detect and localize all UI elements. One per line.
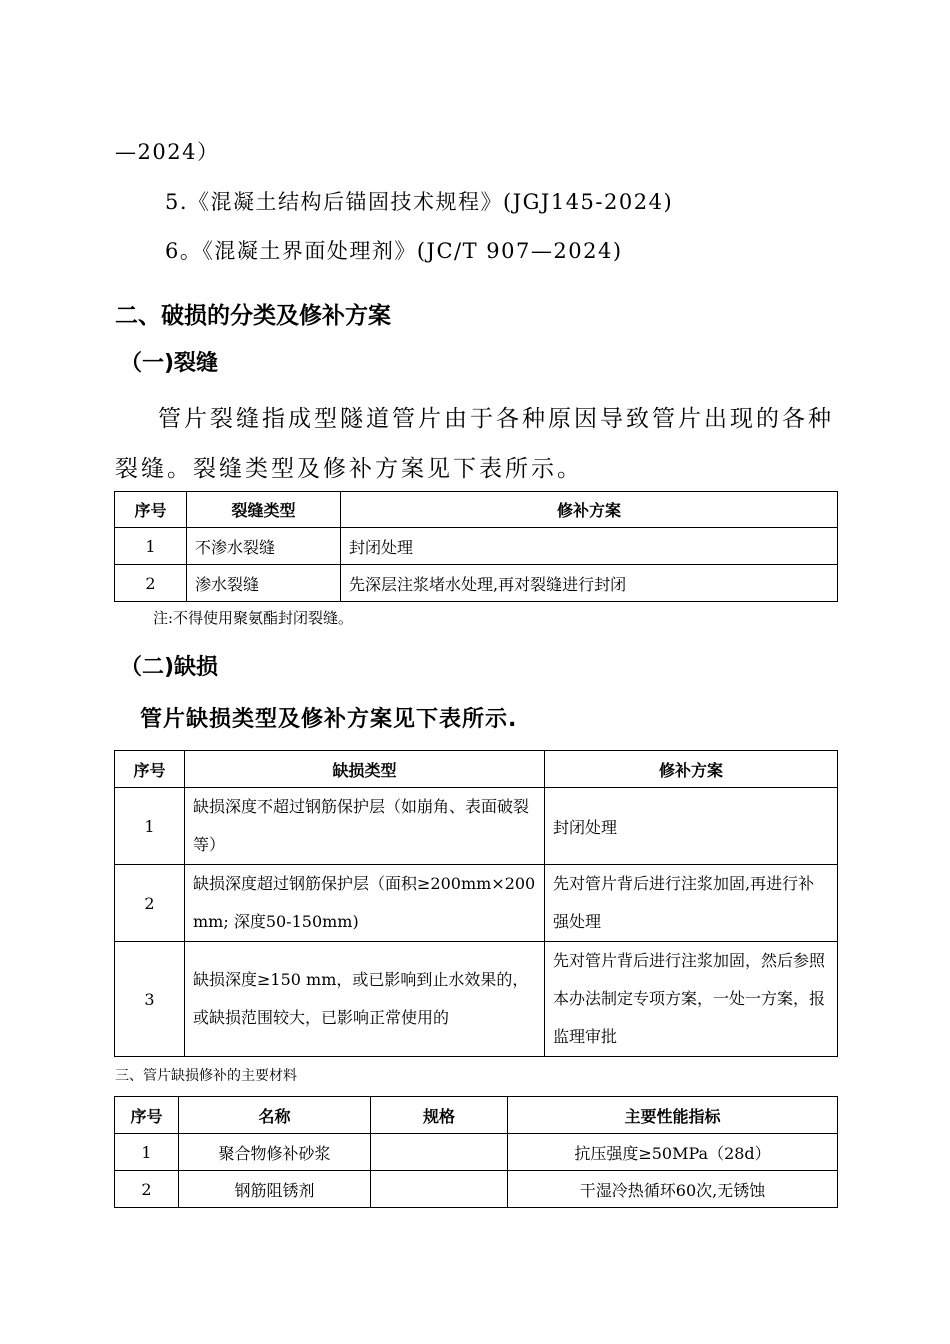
section-3-heading: 三、管片缺损修补的主要材料 <box>115 1068 297 1084</box>
cell-performance: 干湿冷热循环60次,无锈蚀 <box>508 1171 838 1208</box>
header-crack-type: 裂缝类型 <box>187 492 341 528</box>
cell-repair-plan: 封闭处理 <box>341 528 838 565</box>
cell-index: 2 <box>115 1171 179 1208</box>
header-index: 序号 <box>115 492 187 528</box>
table-header-row <box>115 1097 838 1134</box>
header-repair-plan: 修补方案 <box>545 751 838 788</box>
table-row <box>115 865 838 942</box>
section-2-heading: 二、破损的分类及修补方案 <box>115 303 391 329</box>
table-row <box>115 565 838 602</box>
header-name: 名称 <box>179 1097 371 1134</box>
subsection-defects-heading: （二)缺损 <box>120 655 219 680</box>
header-defect-type: 缺损类型 <box>185 751 545 788</box>
reference-5: 5.《混凝土结构后锚固技术规程》(JGJ145-2024) <box>165 190 674 214</box>
header-index: 序号 <box>115 1097 179 1134</box>
defects-intro: 管片缺损类型及修补方案见下表所示. <box>140 707 518 732</box>
cell-index: 1 <box>115 788 185 865</box>
cell-repair-plan: 先对管片背后进行注浆加固，然后参照本办法制定专项方案，一处一方案，报监理审批 <box>545 942 838 1057</box>
materials-table <box>114 1096 838 1208</box>
cell-crack-type: 不渗水裂缝 <box>187 528 341 565</box>
reference-6: 6。《混凝土界面处理剂》(JC/T 907—2024) <box>165 239 623 263</box>
defects-table <box>114 750 838 1057</box>
header-index: 序号 <box>115 751 185 788</box>
table-header-row <box>115 492 838 528</box>
cell-performance: 抗压强度≥50MPa（28d） <box>508 1134 838 1171</box>
cracks-note: 注:不得使用聚氨酯封闭裂缝。 <box>153 609 354 627</box>
header-spec: 规格 <box>371 1097 508 1134</box>
subsection-cracks-heading: （一)裂缝 <box>120 351 219 376</box>
cell-index: 3 <box>115 942 185 1057</box>
cell-repair-plan: 先深层注浆堵水处理,再对裂缝进行封闭 <box>341 565 838 602</box>
cell-spec <box>371 1134 508 1171</box>
cell-index: 2 <box>115 865 185 942</box>
cracks-paragraph-line-2: 裂缝。裂缝类型及修补方案见下表所示。 <box>115 456 583 482</box>
cell-crack-type: 渗水裂缝 <box>187 565 341 602</box>
cell-defect-type: 缺损深度不超过钢筋保护层（如崩角、表面破裂等） <box>185 788 545 865</box>
cell-defect-type: 缺损深度超过钢筋保护层（面积≥200mm×200mm; 深度50-150mm) <box>185 865 545 942</box>
table-row <box>115 528 838 565</box>
table-header-row <box>115 751 838 788</box>
cell-repair-plan: 封闭处理 <box>545 788 838 865</box>
cell-repair-plan: 先对管片背后进行注浆加固,再进行补强处理 <box>545 865 838 942</box>
table-row <box>115 942 838 1057</box>
table-row <box>115 788 838 865</box>
cell-index: 1 <box>115 1134 179 1171</box>
cell-name: 钢筋阻锈剂 <box>179 1171 371 1208</box>
header-repair-plan: 修补方案 <box>341 492 838 528</box>
ref-continuation: —2024） <box>115 140 220 164</box>
cell-name: 聚合物修补砂浆 <box>179 1134 371 1171</box>
cell-index: 1 <box>115 528 187 565</box>
cracks-paragraph-line-1: 管片裂缝指成型隧道管片由于各种原因导致管片出现的各种 <box>158 406 834 432</box>
cell-spec <box>371 1171 508 1208</box>
cell-index: 2 <box>115 565 187 602</box>
header-performance: 主要性能指标 <box>508 1097 838 1134</box>
cracks-table <box>114 491 838 602</box>
table-row <box>115 1134 838 1171</box>
cell-defect-type: 缺损深度≥150 mm，或已影响到止水效果的，或缺损范围较大，已影响正常使用的 <box>185 942 545 1057</box>
table-row <box>115 1171 838 1208</box>
